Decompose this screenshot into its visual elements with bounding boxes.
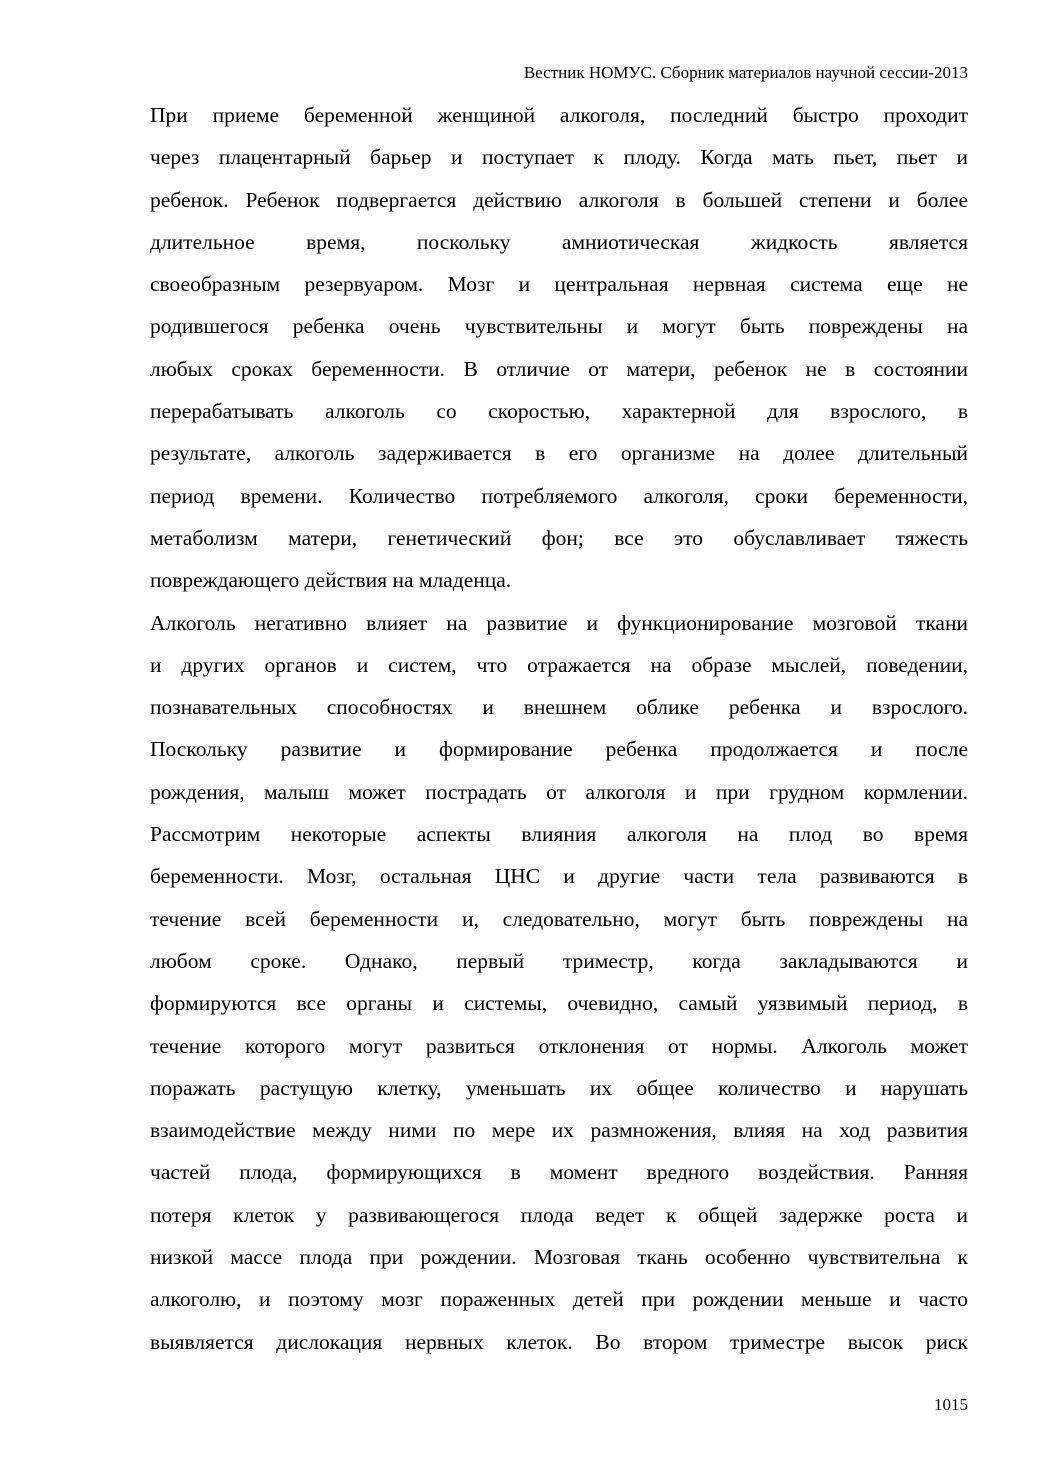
text-line: беременности. Мозг, остальная ЦНС и другие части тела развиваются в (150, 864, 968, 889)
text-line: алкоголю, и поэтому мозг пораженных детей при рождении меньше и часто (150, 1287, 968, 1312)
text-line: Алкоголь негативно влияет на развитие и функционирование мозговой ткани (150, 610, 968, 635)
text-line: ребенок. Ребенок подвергается действию алкоголя в большей степени и более (150, 187, 968, 212)
text-line: низкой массе плода при рождении. Мозговая ткань особенно чувствительна к (150, 1245, 968, 1270)
text-line: поражать растущую клетку, уменьшать их общее количество и нарушать (150, 1075, 968, 1100)
paragraph-1 (150, 94, 968, 602)
text-line: потеря клеток у развивающегося плода ведет к общей задержке роста и (150, 1202, 968, 1227)
text-line: рождения, малыш может пострадать от алкоголя и при грудном кормлении. (150, 779, 968, 804)
text-line: и других органов и систем, что отражается на образе мыслей, поведении, (150, 652, 968, 677)
running-header: Вестник НОМУС. Сборник материалов научной сессии-2013 (523, 63, 968, 82)
text-line: период времени. Количество потребляемого алкоголя, сроки беременности, (150, 483, 968, 508)
text-line: выявляется дислокация нервных клеток. Во втором триместре высок риск (150, 1329, 968, 1354)
text-line: Поскольку развитие и формирование ребенка продолжается и после (150, 737, 968, 762)
text-line: любых сроках беременности. В отличие от матери, ребенок не в состоянии (150, 356, 968, 381)
text-line: течение которого могут развиться отклонения от нормы. Алкоголь может (150, 1033, 968, 1058)
text-line: течение всей беременности и, следовательно, могут быть повреждены на (150, 906, 968, 931)
text-line: Рассмотрим некоторые аспекты влияния алкоголя на плод во время (150, 822, 968, 847)
text-line: повреждающего действия на младенца. (150, 568, 512, 593)
text-line: длительное время, поскольку амниотическая жидкость является (150, 229, 968, 254)
text-line: При приеме беременной женщиной алкоголя, последний быстро проходит (150, 103, 968, 127)
text-line: формируются все органы и системы, очевидно, самый уязвимый период, в (150, 991, 968, 1016)
text-line: перерабатывать алкоголь со скоростью, характерной для взрослого, в (150, 399, 968, 424)
page-number: 1015 (934, 1395, 968, 1414)
body-text (150, 94, 968, 1363)
text-line: через плацентарный барьер и поступает к плоду. Когда мать пьет, пьет и (150, 145, 968, 170)
paragraph-2 (150, 602, 968, 1363)
text-line: метаболизм матери, генетический фон; все это обуславливает тяжесть (150, 525, 968, 550)
text-line: взаимодействие между ними по мере их размножения, влияя на ход развития (150, 1118, 968, 1143)
text-line: результате, алкоголь задерживается в его организме на долее длительный (150, 441, 968, 466)
text-line: родившегося ребенка очень чувствительны и могут быть повреждены на (150, 314, 968, 339)
text-line: своеобразным резервуаром. Мозг и центральная нервная система еще не (150, 272, 968, 297)
text-line: любом сроке. Однако, первый триместр, когда закладываются и (150, 948, 968, 973)
text-line: частей плода, формирующихся в момент вредного воздействия. Ранняя (150, 1160, 968, 1185)
text-line: познавательных способностях и внешнем облике ребенка и взрослого. (150, 695, 968, 720)
